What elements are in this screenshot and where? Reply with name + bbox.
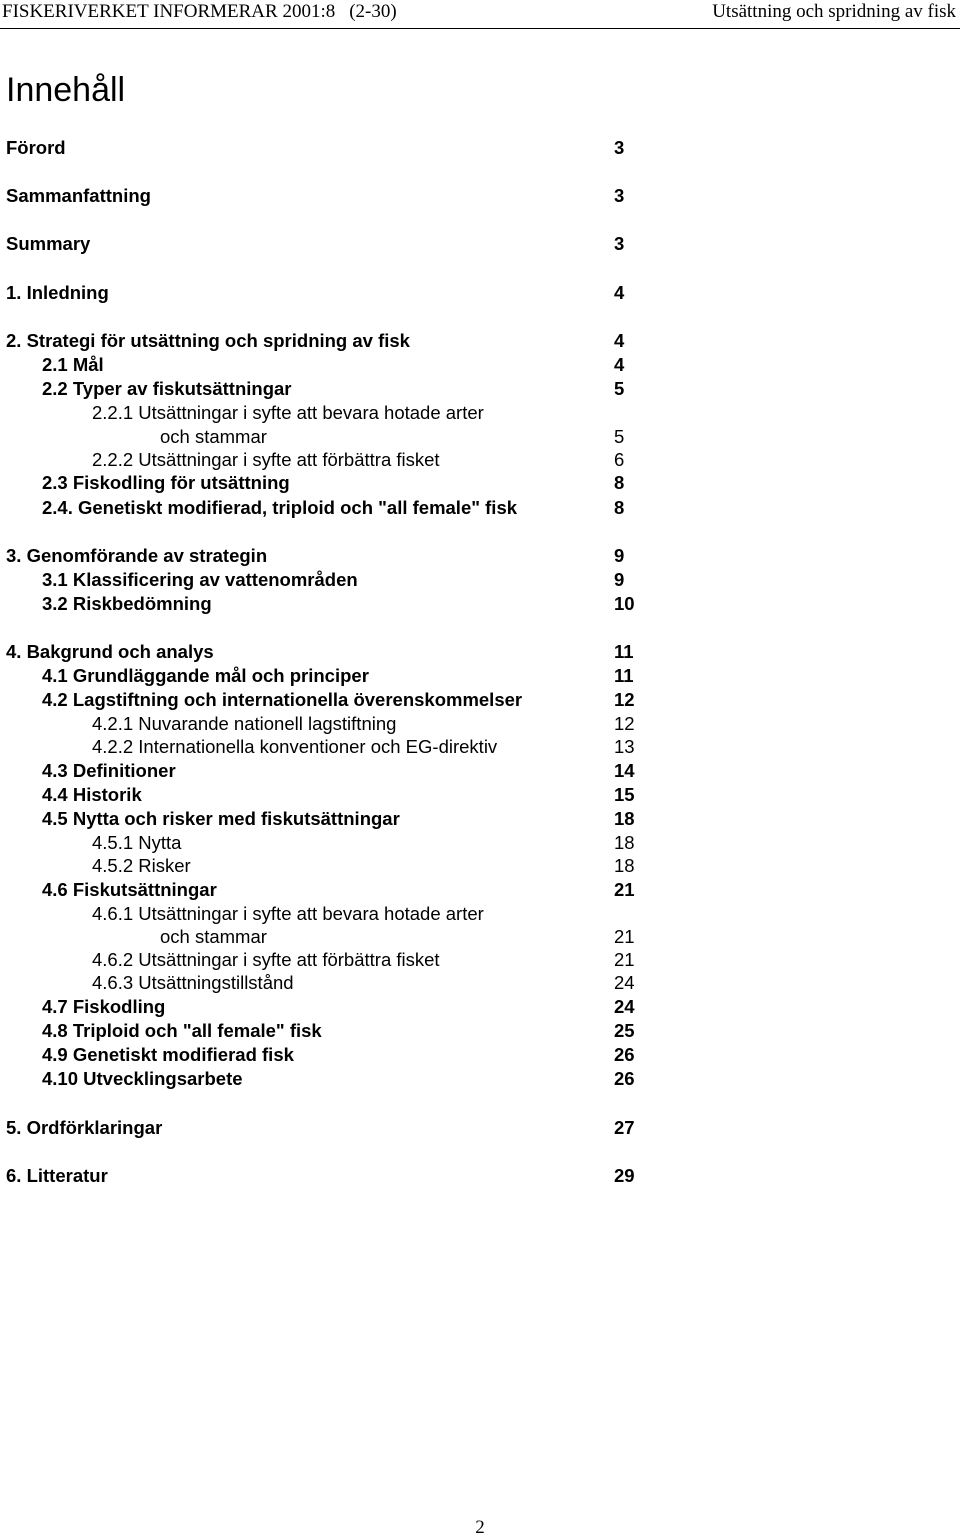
toc-entry[interactable] <box>0 854 960 878</box>
page-title: Innehåll <box>6 71 126 109</box>
toc-entry-page: 21 <box>614 926 635 947</box>
toc-entry-label: 3.1 Klassificering av vattenområden <box>42 569 358 590</box>
toc-entry[interactable] <box>0 544 960 568</box>
toc-entry[interactable] <box>0 448 960 472</box>
toc-entry-page: 9 <box>614 569 625 590</box>
toc-entry-label: 4.7 Fiskodling <box>42 996 166 1017</box>
toc-entry-label: 4.1 Grundläggande mål och principer <box>42 665 369 686</box>
toc-entry-page: 11 <box>614 641 634 662</box>
toc-entry-label: 6. Litteratur <box>6 1165 108 1186</box>
toc-entry[interactable] <box>0 640 960 664</box>
toc-entry[interactable] <box>0 878 960 902</box>
toc-entry-page: 29 <box>614 1165 635 1186</box>
toc-entry-page: 26 <box>614 1068 635 1089</box>
toc-entry-page: 12 <box>614 713 635 734</box>
toc-entry[interactable] <box>0 401 960 425</box>
toc-entry[interactable] <box>0 1067 960 1091</box>
toc-entry-label: 2.4. Genetiskt modifierad, triploid och "all female" fisk <box>42 497 518 518</box>
toc-entry-page: 25 <box>614 1020 635 1041</box>
toc-entry[interactable] <box>0 712 960 736</box>
toc-entry[interactable] <box>0 831 960 855</box>
toc-entry[interactable] <box>0 971 960 995</box>
toc-entry-label: 2.2.2 Utsättningar i syfte att förbättra fisket <box>92 449 440 470</box>
header-series: FISKERIVERKET INFORMERAR 2001:8 <box>2 1 336 22</box>
toc-entry-label: 4.3 Definitioner <box>42 760 176 781</box>
toc-entry-label: 4.4 Historik <box>42 784 142 805</box>
page-number: 2 <box>475 1517 485 1538</box>
toc-entry-label: Sammanfattning <box>6 185 151 206</box>
header-title: Utsättning och spridning av fisk <box>712 1 956 22</box>
toc-entry-label: 3.2 Riskbedömning <box>42 593 212 614</box>
toc-entry-label: Förord <box>6 137 66 158</box>
toc-entry[interactable] <box>0 1043 960 1067</box>
toc-entry[interactable] <box>0 925 960 949</box>
toc-entry[interactable] <box>0 281 960 305</box>
toc-entry-page: 5 <box>614 426 625 447</box>
toc-entry[interactable] <box>0 568 960 592</box>
toc-entry-page: 21 <box>614 879 635 900</box>
toc-entry-page: 18 <box>614 832 635 853</box>
toc-entry-page: 14 <box>614 760 635 781</box>
toc-entry-page: 4 <box>614 282 625 303</box>
toc-entry-label: 3. Genomförande av strategin <box>6 545 268 566</box>
toc-entry-page: 27 <box>614 1117 635 1138</box>
toc-entry[interactable] <box>0 759 960 783</box>
toc-entry[interactable] <box>0 1164 960 1188</box>
toc-entry-label: 4.6.1 Utsättningar i syfte att bevara hotade arter <box>92 903 484 924</box>
toc-entry[interactable] <box>0 377 960 401</box>
toc-entry-page: 26 <box>614 1044 635 1065</box>
toc-entry-page: 3 <box>614 137 625 158</box>
toc-entry-page: 18 <box>614 855 635 876</box>
toc-entry-label: Summary <box>6 233 91 254</box>
toc-entry[interactable] <box>0 184 960 208</box>
toc-entry-label: 4.5.1 Nytta <box>92 832 182 853</box>
toc-entry-page: 12 <box>614 689 635 710</box>
toc-entry-page: 8 <box>614 497 625 518</box>
toc-entry-label: 4.6.3 Utsättningstillstånd <box>92 972 294 993</box>
toc-entry[interactable] <box>0 592 960 616</box>
toc-entry[interactable] <box>0 995 960 1019</box>
toc-entry-label: 4.8 Triploid och "all female" fisk <box>42 1020 322 1041</box>
toc-entry-label: 2.1 Mål <box>42 354 104 375</box>
toc-entry-label: 4. Bakgrund och analys <box>6 641 214 662</box>
toc-entry[interactable] <box>0 783 960 807</box>
toc-entry-page: 15 <box>614 784 635 805</box>
toc-entry[interactable] <box>0 1116 960 1140</box>
toc-entry-label: 4.2.2 Internationella konventioner och EG-direktiv <box>92 736 498 757</box>
toc-entry-page: 6 <box>614 449 625 470</box>
toc-entry-page: 5 <box>614 378 625 399</box>
toc-entry[interactable] <box>0 329 960 353</box>
toc-entry[interactable] <box>0 425 960 449</box>
toc-entry[interactable] <box>0 232 960 256</box>
header-pages: (2-30) <box>349 1 397 22</box>
toc-entry-page: 18 <box>614 808 635 829</box>
toc-entry-page: 4 <box>614 354 625 375</box>
toc-entry[interactable] <box>0 1019 960 1043</box>
toc-entry-page: 24 <box>614 972 635 993</box>
toc-entry-page: 3 <box>614 233 625 254</box>
toc-entry[interactable] <box>0 735 960 759</box>
toc-entry[interactable] <box>0 136 960 160</box>
toc-entry[interactable] <box>0 664 960 688</box>
toc-entry-page: 8 <box>614 472 625 493</box>
toc-entry-page: 10 <box>614 593 635 614</box>
toc-entry-page: 11 <box>614 665 634 686</box>
toc-entry-label: och stammar <box>160 426 267 447</box>
toc-entry-page: 4 <box>614 330 625 351</box>
toc-entry[interactable] <box>0 471 960 495</box>
toc-entry-page: 13 <box>614 736 635 757</box>
toc-entry-label: 4.9 Genetiskt modifierad fisk <box>42 1044 294 1065</box>
toc-entry-label: 4.6 Fiskutsättningar <box>42 879 217 900</box>
toc-entry-page: 9 <box>614 545 625 566</box>
toc-entry-label: 4.6.2 Utsättningar i syfte att förbättra fisket <box>92 949 440 970</box>
toc-entry-label: 4.5.2 Risker <box>92 855 191 876</box>
toc-entry-label: 4.5 Nytta och risker med fiskutsättningar <box>42 808 400 829</box>
toc-entry[interactable] <box>0 688 960 712</box>
toc-entry-label: 2. Strategi för utsättning och spridning av fisk <box>6 330 410 351</box>
toc-entry[interactable] <box>0 496 960 520</box>
toc-entry-page: 3 <box>614 185 625 206</box>
toc-entry-page: 21 <box>614 949 635 970</box>
toc-entry-label: och stammar <box>160 926 267 947</box>
toc-entry-page: 24 <box>614 996 635 1017</box>
toc-entry[interactable] <box>0 353 960 377</box>
toc-entry[interactable] <box>0 807 960 831</box>
toc-entry-label: 5. Ordförklaringar <box>6 1117 163 1138</box>
toc-entry-label: 4.2.1 Nuvarande nationell lagstiftning <box>92 713 397 734</box>
toc-entry[interactable] <box>0 948 960 972</box>
toc-entry-label: 2.3 Fiskodling för utsättning <box>42 472 290 493</box>
toc-entry-label: 2.2.1 Utsättningar i syfte att bevara hotade arter <box>92 402 484 423</box>
toc-entry-label: 2.2 Typer av fiskutsättningar <box>42 378 292 399</box>
toc-entry-label: 4.2 Lagstiftning och internationella överenskommelser <box>42 689 523 710</box>
toc-entry-label: 1. Inledning <box>6 282 109 303</box>
toc-entry-label: 4.10 Utvecklingsarbete <box>42 1068 243 1089</box>
toc-entry[interactable] <box>0 902 960 926</box>
